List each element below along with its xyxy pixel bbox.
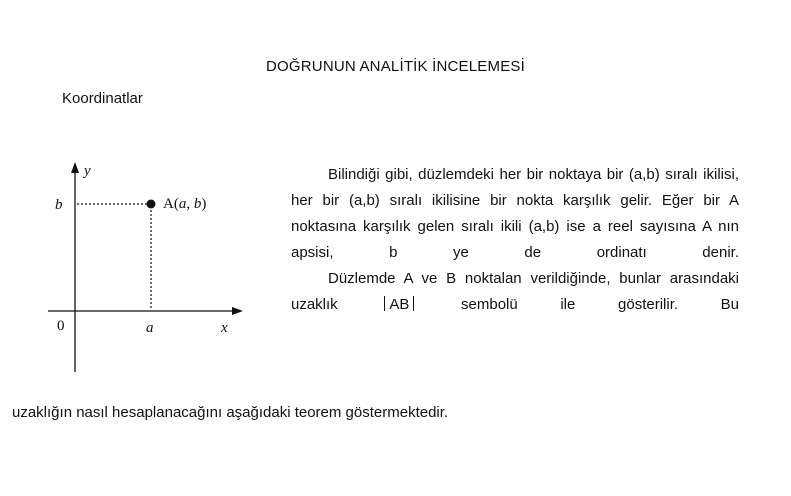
coordinate-figure [40, 160, 260, 375]
abs-bar-right [413, 296, 414, 311]
origin-label: 0 [57, 318, 65, 334]
page-title: DOĞRUNUN ANALİTİK İNCELEMESİ [266, 58, 525, 75]
abs-bar-left [384, 296, 385, 311]
paragraph-2-after: sembolü ile gösterilir. Bu [461, 296, 740, 313]
point-a [147, 200, 156, 209]
point-label-prefix: A( [163, 196, 179, 212]
point-sep: , [186, 196, 194, 212]
section-heading: Koordinatlar [62, 90, 143, 107]
paragraph-2-before: Düzlemde A ve B noktalan verildiğinde, bunlar arasındaki uzaklık [291, 270, 739, 313]
a-label: a [146, 320, 154, 336]
paragraph-2 [291, 266, 739, 318]
point-a-coord: a [178, 196, 187, 212]
body-text [291, 162, 739, 318]
ab-symbol: AB [389, 296, 410, 313]
b-label: b [55, 197, 63, 213]
continuation-text: uzaklığın nasıl hesaplanacağını aşağıdaki teorem göstermektedir. [12, 404, 449, 421]
point-a-label [163, 196, 206, 212]
point-b-coord: b [193, 196, 202, 212]
y-axis-arrow [71, 162, 79, 173]
point-label-suffix: ) [201, 196, 207, 212]
coordinate-diagram [40, 160, 260, 375]
paragraph-1: Bilindiği gibi, düzlemdeki her bir noktaya bir (a,b) sıralı ikilisi, her bir (a,b) sıralı ikilisine bir nokta karşılık gelir. Eğer bir A noktasına karşılık gelen sıralı ikili (a,b) ise a reel sayısına A nın apsisi, b ye de ordinatı denir. [291, 166, 739, 261]
x-axis-label: x [221, 320, 228, 336]
x-axis-arrow [232, 307, 243, 315]
y-axis-label: y [84, 163, 91, 179]
